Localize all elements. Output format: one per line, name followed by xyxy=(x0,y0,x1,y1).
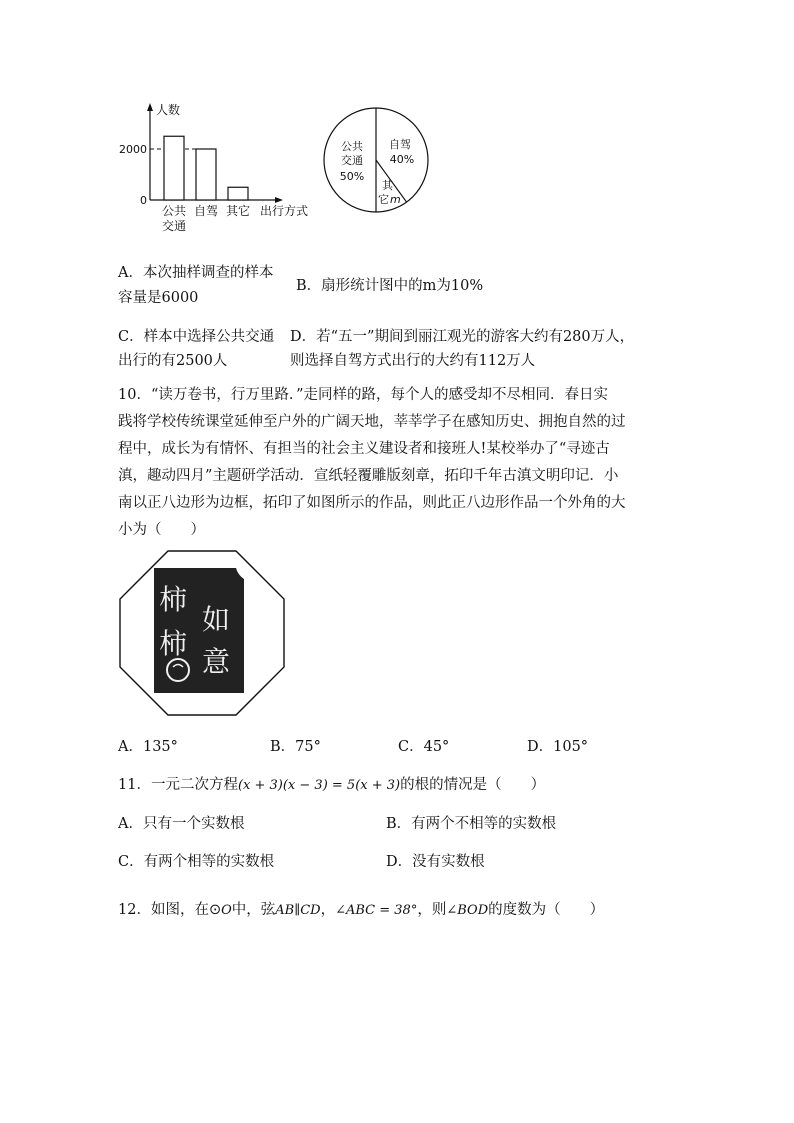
q11-prefix: 11．一元二次方程 xyxy=(118,777,238,793)
q12-angle-bod: ∠BOD xyxy=(446,903,489,918)
q11-option-b: B．有两个不相等的实数根 xyxy=(386,816,557,832)
x-tick-other: 其它 xyxy=(225,204,251,218)
q12-mid2: ， xyxy=(320,902,336,918)
x-tick-public-2: 交通 xyxy=(161,219,187,233)
q9-option-d-line1: D．若“五一”期间到丽江观光的游客大约有280万人， xyxy=(290,329,635,345)
bar-other xyxy=(228,187,248,200)
q11-option-a: A．只有一个实数根 xyxy=(118,816,245,832)
q12-chord: AB∥CD xyxy=(275,903,321,918)
bar-chart xyxy=(110,98,330,238)
q9-option-d-line2: 则选择自驾方式出行的大约有112万人 xyxy=(290,353,536,369)
y-axis-arrow-icon xyxy=(147,103,153,111)
pie-label-public-2: 交通 xyxy=(341,154,363,167)
pie-label-public-1: 公共 xyxy=(341,140,363,153)
q10-text-line3: 程中，成长为有情怀、有担当的社会主义建设者和接班人!某校举办了“寻迹古 xyxy=(118,441,610,457)
seal-char-2: 柿 xyxy=(159,627,188,660)
x-axis-label: 出行方式 xyxy=(259,204,309,218)
q9-option-a-line1: A．本次抽样调查的样本 xyxy=(118,265,274,281)
q12-question xyxy=(118,899,604,922)
q10-option-d: D．105° xyxy=(527,739,589,755)
pie-label-other-2: 它 xyxy=(378,193,389,206)
octagon-seal-figure xyxy=(118,549,286,717)
q10-text-line4: 滇，趣动四月”主题研学活动．宣纸轻覆雕版刻章，拓印千年古滇文明印记．小 xyxy=(118,468,619,484)
pie-label-other-var: m xyxy=(390,193,401,206)
q10-text-line6: 小为（ ） xyxy=(118,522,205,538)
pie-label-self-pct: 40% xyxy=(389,153,415,166)
q10-text-line1: 10．“读万卷书，行万里路．”走同样的路，每个人的感受却不尽相同．春日实 xyxy=(118,387,609,403)
pie-label-public-pct: 50% xyxy=(339,170,365,183)
q10-text-line2: 践将学校传统课堂延伸至户外的广阔天地，莘莘学子在感知历史、拥抱自然的过 xyxy=(118,414,626,430)
q12-mid3: ，则 xyxy=(417,902,447,918)
bar-self-drive xyxy=(196,149,216,200)
q9-option-c-line1: C．样本中选择公共交通 xyxy=(118,329,275,345)
q9-option-b: B．扇形统计图中的m为10% xyxy=(296,278,484,294)
q12-circle-letter: O xyxy=(221,903,232,918)
q11-suffix: 的根的情况是（ ） xyxy=(400,777,546,793)
q12-angle-abc: ∠ABC = 38° xyxy=(335,903,418,918)
q12-mid1: 中，弦 xyxy=(231,902,276,918)
x-tick-public-1: 公共 xyxy=(161,204,187,218)
pie-label-self-1: 自驾 xyxy=(389,138,411,151)
x-axis-arrow-icon xyxy=(275,197,283,203)
y-axis-label: 人数 xyxy=(156,103,181,117)
q10-option-c: C．45° xyxy=(398,739,450,755)
seal-char-4: 意 xyxy=(202,645,231,678)
pie-chart xyxy=(318,100,438,220)
q12-prefix: 12．如图，在 xyxy=(118,902,209,918)
q10-text-line5: 南以正八边形为边框，拓印了如图所示的作品，则此正八边形作品一个外角的大 xyxy=(118,495,626,511)
seal-char-3: 如 xyxy=(202,603,231,636)
q10-option-a: A．135° xyxy=(118,739,178,755)
x-tick-self: 自驾 xyxy=(193,204,219,218)
q11-option-d: D．没有实数根 xyxy=(386,854,485,870)
bar-public-transport xyxy=(164,136,184,200)
q11-question xyxy=(118,774,545,797)
y-tick-2000: 2000 xyxy=(119,143,147,156)
circle-o-icon: ⊙ xyxy=(208,902,222,918)
q10-option-b: B．75° xyxy=(270,739,321,755)
q11-option-c: C．有两个相等的实数根 xyxy=(118,854,275,870)
pie-label-other-1: 其 xyxy=(382,179,393,192)
q11-equation: (x + 3)(x − 3) = 5(x + 3) xyxy=(237,778,401,793)
y-tick-0: 0 xyxy=(140,194,147,207)
q9-option-c-line2: 出行的有2500人 xyxy=(118,353,228,369)
q9-option-a-line2: 容量是6000 xyxy=(118,290,199,306)
seal-char-1: 柿 xyxy=(159,583,188,616)
q12-suffix: 的度数为（ ） xyxy=(488,902,605,918)
